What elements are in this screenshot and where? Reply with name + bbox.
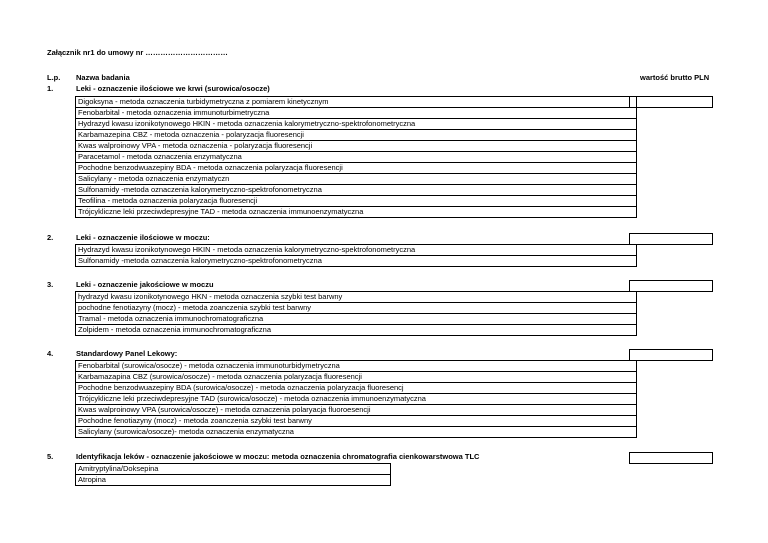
section-3-table: [75, 291, 637, 336]
table-row: [76, 292, 637, 303]
table-cell: Karbamazapina CBZ (surowica/osocze) - metoda oznaczenia polaryzacja fluoresencji: [76, 372, 637, 383]
section-2-number: 2.: [47, 233, 54, 242]
value-header: wartość brutto PLN: [640, 73, 710, 82]
table-cell: Pochodne fenotiazyny (mocz) - metoda zoanczenia szybki test barwny: [76, 416, 637, 427]
table-row: [76, 416, 637, 427]
table-row: [76, 314, 637, 325]
table-cell: Sulfonamidy -metoda oznaczenia kalorymetryczno-spektrofonometryczna: [76, 185, 637, 196]
table-cell: Trójcykliczne leki przeciwdepresyjne TAD (surowica/osocze) - metoda oznaczenia immunoenzymatyczna: [76, 394, 637, 405]
table-row: [76, 119, 637, 130]
table-row: [76, 196, 637, 207]
table-cell: Pochodne benzodwuazepiny BDA - metoda oznaczenia polaryzacja fluoresencji: [76, 163, 637, 174]
name-header: Nazwa badania: [76, 73, 130, 82]
table-cell: hydrazyd kwasu izonikotynowego HKN - metoda oznaczenia szybki test barwny: [76, 292, 637, 303]
table-cell: Fenobarbital - metoda oznaczenia immunoturbimetryczna: [76, 108, 637, 119]
table-row: [76, 475, 391, 486]
table-cell: Hydrazyd kwasu izonikotynowego HKIN - metoda oznaczenia kalorymetryczno-spektrofonometryczna: [76, 119, 637, 130]
table-row: [76, 185, 637, 196]
table-cell: Salicylany - metoda oznaczenia enzymatyczn: [76, 174, 637, 185]
table-row: [76, 464, 391, 475]
table-cell: Trójcykliczne leki przeciwdepresyjne TAD - metoda oznaczenia immunoenzymatyczna: [76, 207, 637, 218]
table-row: [76, 97, 637, 108]
table-cell: Pochodne benzodwuazepiny BDA (surowica/osocze) - metoda oznaczenia polaryzacja fluoresencj: [76, 383, 637, 394]
table-cell: Fenobarbital (surowica/osocze) - metoda oznaczenia immunoturbidymetryczna: [76, 361, 637, 372]
table-row: [76, 108, 637, 119]
section-2-value-box: [629, 233, 713, 245]
section-1-number: 1.: [47, 84, 54, 93]
section-1-title: Leki - oznaczenie ilościowe we krwi (surowica/osocze): [76, 84, 270, 93]
table-cell: Tramal - metoda oznaczenia immunochromatograficzna: [76, 314, 637, 325]
table-cell: Kwas walproinowy VPA - metoda oznaczenia - polaryzacja fluoresencji: [76, 141, 637, 152]
section-3-title: Leki - oznaczenie jakościowe w moczu: [76, 280, 214, 289]
table-row: [76, 405, 637, 416]
section-4-number: 4.: [47, 349, 54, 358]
table-row: [76, 372, 637, 383]
section-2-title: Leki - oznaczenie ilościowe w moczu:: [76, 233, 210, 242]
table-row: [76, 141, 637, 152]
section-2-table: [75, 244, 637, 267]
table-cell: Teofilina - metoda oznaczenia polaryzacja fluoresencji: [76, 196, 637, 207]
table-cell: Zolpidem - metoda oznaczenia immunochromatograficzna: [76, 325, 637, 336]
table-row: [76, 325, 637, 336]
section-4-value-box: [629, 349, 713, 361]
table-row: [76, 174, 637, 185]
lp-header: L.p.: [47, 73, 61, 82]
table-cell: Karbamazepina CBZ - metoda oznaczenia - polaryzacja fluoresencji: [76, 130, 637, 141]
section-1-table: [75, 96, 637, 218]
table-cell: Salicylany (surowica/osocze)- metoda oznaczenia enzymatyczna: [76, 427, 637, 438]
section-4-title: Standardowy Panel Lekowy:: [76, 349, 178, 358]
document-title: Załącznik nr1 do umowy nr ……………………………: [47, 48, 228, 57]
section-5-title: Identyfikacja leków - oznaczenie jakościowe w moczu: metoda oznaczenia chromatografia cienkowarstwowa TLC: [76, 452, 480, 461]
table-cell: Digoksyna - metoda oznaczenia turbidymetryczna z pomiarem kinetycznym: [76, 97, 637, 108]
table-cell: Atropina: [76, 475, 391, 486]
table-cell: Kwas walproinowy VPA (surowica/osocze) - metoda oznaczenia polaryacja fluoroesencji: [76, 405, 637, 416]
table-row: [76, 427, 637, 438]
section-5-number: 5.: [47, 452, 54, 461]
table-cell: pochodne fenotiazyny (mocz) - metoda zoanczenia szybki test barwny: [76, 303, 637, 314]
table-row: [76, 303, 637, 314]
section-3-number: 3.: [47, 280, 54, 289]
table-row: [76, 130, 637, 141]
section-5-value-box: [629, 452, 713, 464]
table-cell: Hydrazyd kwasu izonikotynowego HKIN - metoda oznaczenia kalorymetryczno-spektrofonometryczna: [76, 245, 637, 256]
table-row: [76, 152, 637, 163]
section-4-table: [75, 360, 637, 438]
section-3-value-box: [629, 280, 713, 292]
table-cell: Amitryptylina/Doksepina: [76, 464, 391, 475]
table-row: [76, 163, 637, 174]
section-1-value-box: [629, 96, 713, 108]
table-row: [76, 256, 637, 267]
table-cell: Paracetamol - metoda oznaczenia enzymatyczna: [76, 152, 637, 163]
table-row: [76, 207, 637, 218]
table-row: [76, 383, 637, 394]
table-row: [76, 361, 637, 372]
table-cell: Sulfonamidy -metoda oznaczenia kalorymetryczno-spektrofonometryczna: [76, 256, 637, 267]
table-row: [76, 245, 637, 256]
table-row: [76, 394, 637, 405]
section-5-table: [75, 463, 391, 486]
